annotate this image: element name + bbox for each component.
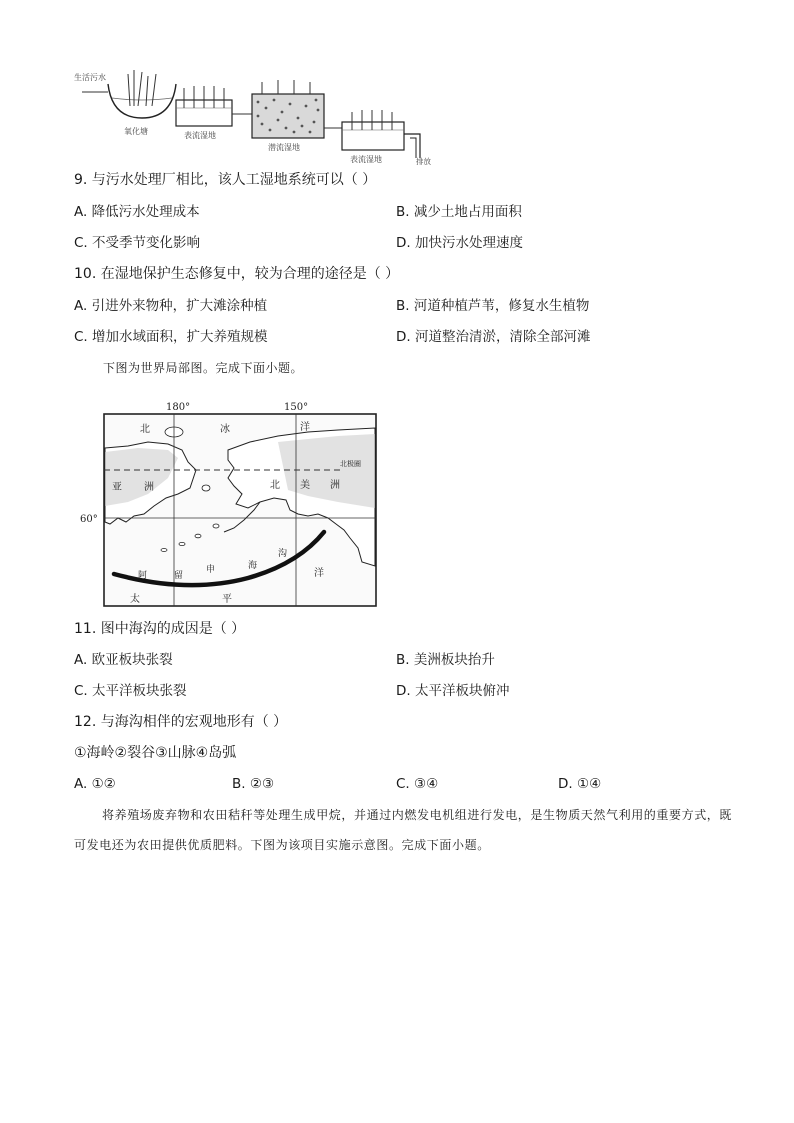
q10-option-d[interactable]: D. 河道整治清淤，清除全部河滩 <box>396 329 591 345</box>
map-intro: 下图为世界局部图。完成下面小题。 <box>103 361 304 375</box>
surface-wetland-1-label: 表流湿地 <box>184 131 216 140</box>
latitude-label-60: 60° <box>80 514 98 525</box>
inlet-label: 生活污水 <box>74 73 106 82</box>
question-12: 12. 与海沟相伴的宏观地形有（ ） <box>74 714 288 730</box>
q12-option-d[interactable]: D. ①④ <box>558 776 602 792</box>
label-yang-arctic: 洋 <box>300 422 310 433</box>
longitude-label-180: 180° <box>166 402 191 413</box>
label-a: 阿 <box>138 571 148 581</box>
q12-option-b[interactable]: B. ②③ <box>232 776 275 792</box>
question-11: 11. 图中海沟的成因是（ ） <box>74 621 246 637</box>
label-mei: 美 <box>300 480 310 491</box>
surface-wetland-2-label: 表流湿地 <box>350 155 382 164</box>
label-zhou-na: 洲 <box>330 480 340 491</box>
q9-option-a[interactable]: A. 降低污水处理成本 <box>74 204 200 220</box>
q10-option-b[interactable]: B. 河道种植芦苇，修复水生植物 <box>396 298 590 314</box>
subsurface-wetland-label: 潜流湿地 <box>268 143 300 152</box>
label-yang-pacific: 洋 <box>314 568 324 579</box>
oxidation-pond-label: 氧化塘 <box>124 127 148 136</box>
label-shen: 申 <box>206 565 216 575</box>
question-12-statement: ①海岭②裂谷③山脉④岛弧 <box>74 745 237 761</box>
label-hai: 海 <box>248 561 258 571</box>
q11-option-c[interactable]: C. 太平洋板块张裂 <box>74 683 187 699</box>
label-bei-na: 北 <box>270 480 280 491</box>
label-liu: 留 <box>174 571 184 581</box>
label-zhou-asia: 洲 <box>144 482 154 493</box>
q9-option-c[interactable]: C. 不受季节变化影响 <box>74 235 201 251</box>
biogas-intro-paragraph: 将养殖场废弃物和农田秸秆等处理生成甲烷，并通过内燃发电机组进行发电，是生物质天然气利用的重要方式，既可发电还为农田提供优质肥料。下图为该项目实施示意图。完成下面小题。 <box>74 808 733 852</box>
wetland-system-figure <box>72 62 442 166</box>
label-ping: 平 <box>222 594 232 605</box>
q12-option-a[interactable]: A. ①② <box>74 776 116 792</box>
outlet-label: 排放 <box>416 157 431 166</box>
q10-option-c[interactable]: C. 增加水域面积，扩大养殖规模 <box>74 329 268 345</box>
q9-option-d[interactable]: D. 加快污水处理速度 <box>396 235 523 251</box>
q11-option-a[interactable]: A. 欧亚板块张裂 <box>74 652 173 668</box>
label-gou: 沟 <box>278 549 288 559</box>
label-bing: 冰 <box>220 424 230 435</box>
q9-option-b[interactable]: B. 减少土地占用面积 <box>396 204 522 220</box>
label-bei: 北 <box>140 424 150 435</box>
longitude-label-150: 150° <box>284 402 309 413</box>
question-10: 10. 在湿地保护生态修复中，较为合理的途径是（ ） <box>74 266 400 282</box>
label-tai: 太 <box>130 594 140 605</box>
question-9: 9. 与污水处理厂相比，该人工湿地系统可以（ ） <box>74 172 377 188</box>
q11-option-b[interactable]: B. 美洲板块抬升 <box>396 652 495 668</box>
label-ya: 亚 <box>112 482 122 493</box>
q10-option-a[interactable]: A. 引进外来物种，扩大滩涂种植 <box>74 298 268 314</box>
world-partial-map <box>78 398 380 610</box>
q12-option-c[interactable]: C. ③④ <box>396 776 439 792</box>
arctic-circle-label: 北极圈 <box>340 460 361 468</box>
q11-option-d[interactable]: D. 太平洋板块俯冲 <box>396 683 510 699</box>
